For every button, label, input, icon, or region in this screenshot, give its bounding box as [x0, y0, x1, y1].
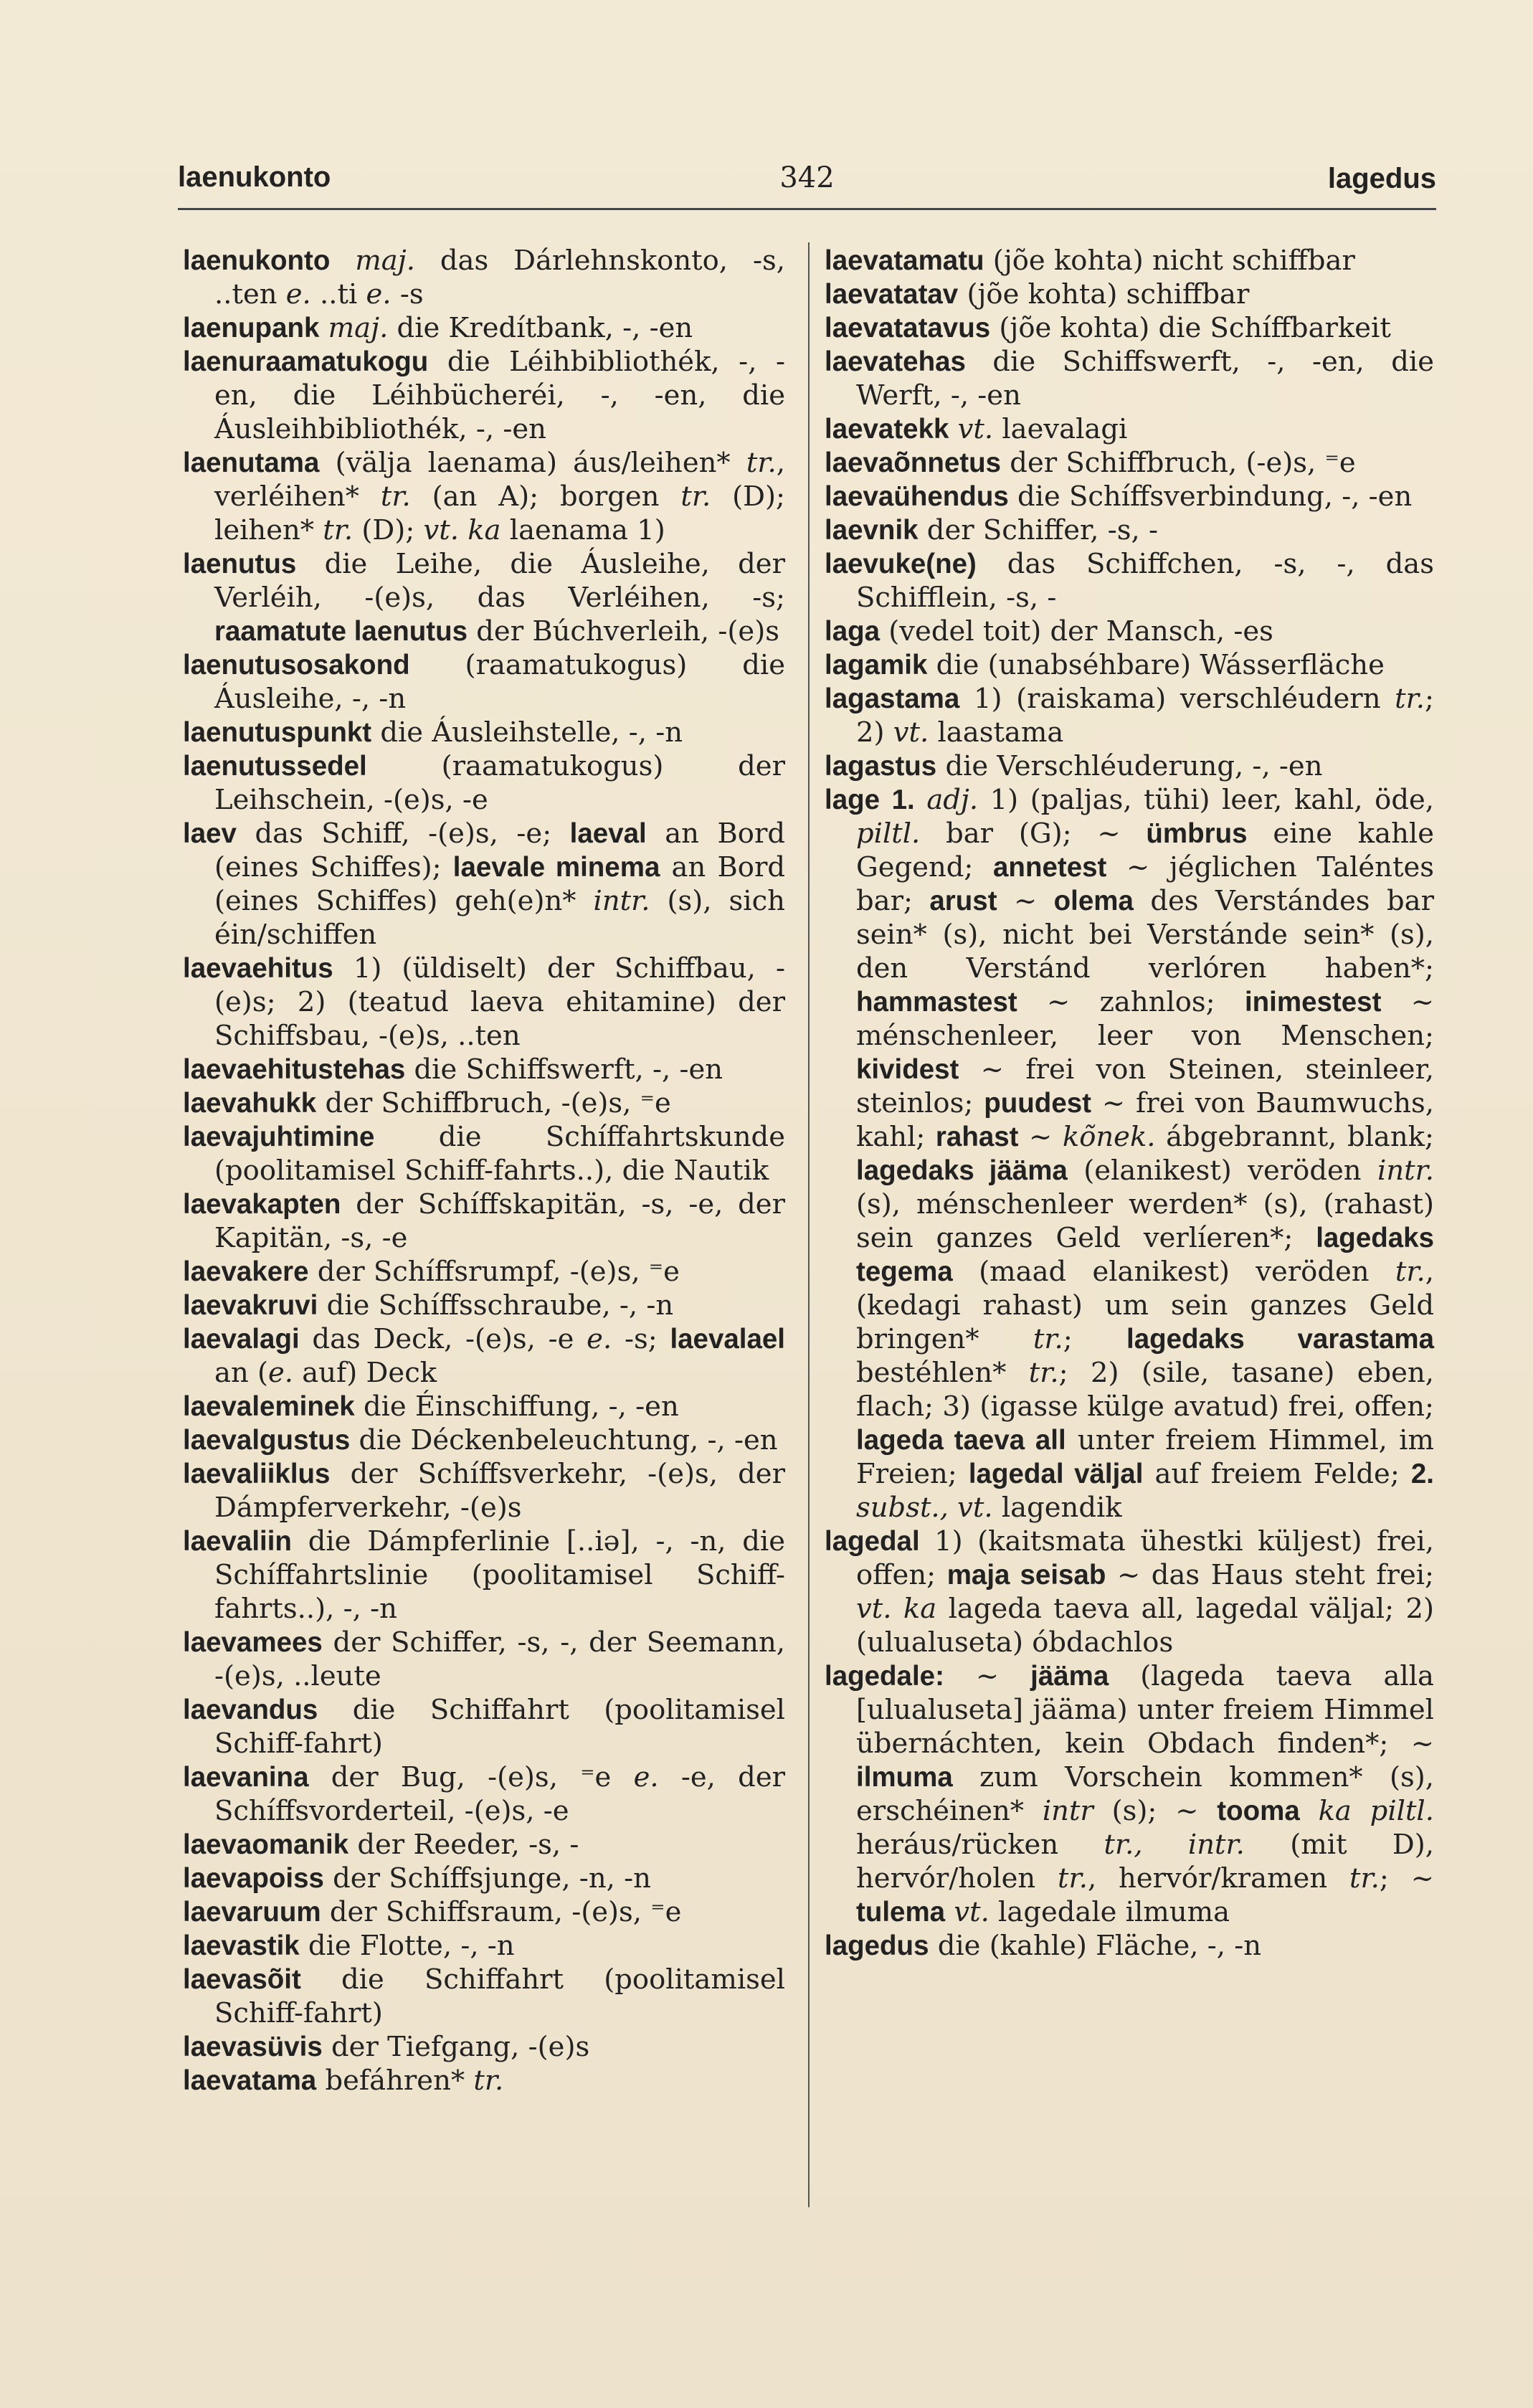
- entry-text: (jõe kohta) schiffbar: [958, 278, 1250, 311]
- italic-label: adj.: [926, 784, 979, 816]
- entry-text: der Reeder, -s, -: [348, 1829, 579, 1861]
- dictionary-entry: [183, 1390, 785, 1423]
- headword: laevaõnnetus: [825, 447, 1002, 478]
- entry-text: ~ ménschenleer, leer von Menschen;: [856, 986, 1434, 1052]
- entry-text: die Schiffahrt (poolitamisel Schiff-fahrt): [214, 1694, 785, 1760]
- italic-label: vt. ka: [423, 514, 501, 546]
- headword: laevajuhtimine: [183, 1122, 375, 1152]
- bold-phrase: lagedaks tegema: [856, 1223, 1434, 1287]
- entry-text: [1300, 1795, 1319, 1827]
- entry-text: das Schiffchen, -s, -, das Schifflein, -s, -: [856, 548, 1434, 614]
- dictionary-entry: [825, 648, 1434, 682]
- entry-text: die Verschléuderung, -, -en: [936, 750, 1323, 782]
- entry-text: (välja laenama) áus/leihen*: [319, 447, 746, 479]
- italic-label: subst., vt.: [856, 1492, 993, 1524]
- italic-label: tr.: [1395, 1256, 1425, 1288]
- italic-label: e.: [587, 1323, 612, 1355]
- dictionary-entry: [183, 547, 785, 648]
- headword: lagedal: [825, 1526, 920, 1557]
- headword: laevuke(ne): [825, 549, 977, 579]
- bold-phrase: lagedaks varastama: [1126, 1324, 1434, 1355]
- bold-phrase: maja seisab: [946, 1560, 1106, 1591]
- entry-text: (jõe kohta) nicht schiffbar: [984, 245, 1355, 277]
- headword: laevakruvi: [183, 1290, 318, 1321]
- headword: laevakere: [183, 1256, 309, 1287]
- entry-text: , hervór/kramen: [1087, 1862, 1349, 1895]
- entry-text: der Schiffer, -s, -: [918, 514, 1158, 546]
- entry-text: ; ~: [1379, 1862, 1434, 1895]
- entry-text: ~ frei von Baumwuchs, kahl;: [856, 1087, 1434, 1153]
- italic-label: e.: [366, 278, 391, 311]
- headword: laga: [825, 616, 881, 647]
- headword: laevasõit: [183, 1964, 301, 1995]
- dictionary-entry: [825, 278, 1434, 311]
- entry-text: die Léihbibliothék, -, -en, die Léihbücheréi, -, -en, die Áusleihbibliothék, -, -en: [214, 346, 785, 445]
- entry-text: ; 2): [856, 683, 1434, 749]
- entry-text: (D);: [353, 514, 424, 546]
- entry-text: die Déckenbeleuchtung, -, -en: [350, 1424, 778, 1456]
- entry-text: (lageda taeva alla [ulualuseta] jääma) unter freiem Himmel übernáchten, kein Obdach finden*; ~: [856, 1660, 1434, 1760]
- bold-phrase: inimestest: [1244, 987, 1382, 1018]
- dictionary-entry: [825, 513, 1434, 547]
- headword: laevasüvis: [183, 2032, 323, 2062]
- entry-text: auf) Deck: [293, 1357, 437, 1389]
- italic-label: vt.: [893, 716, 929, 749]
- right-guide-word: lagedus: [1327, 163, 1436, 194]
- italic-label: piltl.: [856, 817, 921, 850]
- dictionary-entry: [183, 1626, 785, 1693]
- italic-label: tr.: [323, 514, 353, 546]
- dictionary-entry: [183, 749, 785, 817]
- italic-label: e.: [633, 1761, 659, 1793]
- headword: laev: [183, 818, 237, 849]
- header-rule: [178, 208, 1436, 210]
- italic-label: tr.: [680, 480, 711, 513]
- headword: laenutusosakond: [183, 650, 410, 681]
- entry-text: lagendik: [992, 1492, 1122, 1524]
- bold-phrase: tulema: [856, 1897, 946, 1928]
- bold-phrase: laevalael: [670, 1324, 785, 1355]
- italic-label: tr.: [473, 2065, 504, 2097]
- italic-label: tr.: [1349, 1862, 1380, 1895]
- bold-phrase: 2.: [1410, 1459, 1434, 1489]
- bold-phrase: puudest: [984, 1088, 1091, 1119]
- entry-text: die Schiffahrt (poolitamisel Schiff-fahrt): [214, 1963, 785, 2029]
- dictionary-entry: [183, 1322, 785, 1390]
- bold-phrase: lageda taeva all: [856, 1425, 1066, 1456]
- entry-text: 1) (kaitsmata ühestki küljest) frei, offen;: [856, 1525, 1434, 1591]
- bold-phrase: laeval: [569, 818, 647, 849]
- entry-text: laenama 1): [500, 514, 665, 546]
- entry-text: zum Vorschein kommen* (s), erschéinen*: [856, 1761, 1434, 1827]
- entry-text: das Deck, -(e)s, -e: [299, 1323, 587, 1355]
- entry-text: der Schiffer, -s, -, der Seemann, -(e)s, ..leute: [214, 1626, 785, 1692]
- entry-text: der Schiffbruch, -(e)s, ⁼e: [316, 1087, 671, 1119]
- entry-text: (maad elanikest) veröden: [952, 1256, 1395, 1288]
- italic-label: tr., intr.: [1104, 1829, 1245, 1861]
- bold-phrase: arust: [929, 886, 997, 916]
- entry-text: (D); leihen*: [214, 480, 786, 546]
- headword: laevaliiklus: [183, 1459, 331, 1489]
- headword: laevastik: [183, 1930, 300, 1961]
- headword: laevaliin: [183, 1526, 292, 1557]
- entry-text: (jõe kohta) die Schíffbarkeit: [990, 312, 1391, 344]
- headword: lagedale:: [825, 1661, 944, 1692]
- entry-text: das Dárlehnskonto, -s, ..ten: [214, 245, 785, 311]
- page-number: 342: [779, 161, 835, 194]
- headword: laenutus: [183, 549, 297, 579]
- entry-text: die (kahle) Fläche, -, -n: [929, 1930, 1262, 1962]
- entry-text: ~ jéglichen Taléntes bar;: [856, 851, 1434, 917]
- headword: laevaehitus: [183, 953, 333, 984]
- dictionary-entry: [183, 1525, 785, 1626]
- dictionary-entry: [183, 1895, 785, 1929]
- entry-text: das Schiff, -(e)s, -e;: [236, 817, 570, 850]
- bold-phrase: hammastest: [856, 987, 1017, 1018]
- dictionary-entry: [825, 615, 1434, 648]
- entry-text: lageda taeva all, lagedal väljal; 2) (ulualuseta) óbdachlos: [856, 1593, 1434, 1659]
- entry-text: 1) (paljas, tühi) leer, kahl, öde,: [978, 784, 1434, 816]
- entry-text: die Dámpferlinie [..iə], -, -n, die Schíffahrtslinie (poolitamisel Schiff-fahrts..), -, -n: [214, 1525, 785, 1625]
- headword: lage: [825, 785, 881, 815]
- dictionary-entry: [183, 1862, 785, 1895]
- bold-phrase: jääma: [1030, 1661, 1109, 1692]
- entry-text: (s), sich éin/schiffen: [214, 885, 785, 951]
- headword: laenutuspunkt: [183, 717, 372, 748]
- dictionary-entry: [183, 311, 785, 345]
- italic-label: tr.: [1028, 1357, 1059, 1389]
- dictionary-entry: [183, 446, 785, 547]
- headword: laevaruum: [183, 1897, 321, 1928]
- bold-phrase: 1.: [891, 785, 915, 815]
- entry-text: an Bord (eines Schiffes) geh(e)n*: [214, 851, 786, 917]
- entry-text: (raamatukogus) die Áusleihe, -, -n: [214, 649, 785, 715]
- entry-text: die Flotte, -, -n: [299, 1930, 515, 1962]
- italic-label: tr.: [1058, 1862, 1088, 1895]
- dictionary-entry: [825, 1525, 1434, 1659]
- italic-label: tr.: [1395, 683, 1425, 715]
- headword: laevaleminek: [183, 1391, 355, 1422]
- headword: laevahukk: [183, 1088, 317, 1119]
- entry-text: ~ zahnlos;: [1017, 986, 1245, 1018]
- dictionary-entry: [825, 1929, 1434, 1963]
- entry-text: des Verstándes bar sein* (s), nicht bei Verstánde sein* (s), den Verstánd verlóren haben*;: [856, 885, 1434, 985]
- headword: laevatamatu: [825, 245, 984, 276]
- bold-phrase: rahast: [935, 1122, 1019, 1152]
- headword: laevandus: [183, 1694, 318, 1725]
- entry-text: (mit D), hervór/holen: [856, 1829, 1435, 1895]
- headword: laenukonto: [183, 245, 331, 276]
- right-column: [825, 244, 1434, 1963]
- headword: laevanina: [183, 1762, 309, 1793]
- entry-text: die Leihe, die Áusleihe, der Verléih, -(e)s, das Verléihen, -s;: [214, 548, 785, 614]
- entry-text: unter freiem Himmel, im Freien;: [856, 1424, 1434, 1490]
- dictionary-entry: [183, 716, 785, 749]
- italic-label: vt.: [954, 1896, 989, 1928]
- dictionary-entry: [183, 244, 785, 311]
- entry-text: der Schiffbruch, (-e)s, ⁼e: [1001, 447, 1356, 479]
- entry-text: (an A); borgen: [410, 480, 681, 513]
- dictionary-entry: [183, 1423, 785, 1457]
- italic-label: vt. ka: [856, 1593, 937, 1625]
- entry-text: ~: [997, 885, 1054, 917]
- dictionary-entry: [183, 1086, 785, 1120]
- italic-label: tr.: [1033, 1323, 1063, 1355]
- entry-text: ..ti: [310, 278, 366, 311]
- headword: laevaühendus: [825, 481, 1009, 512]
- page-header: [178, 161, 1436, 212]
- entry-text: (elanikest) veröden: [1067, 1155, 1377, 1187]
- entry-text: die Schíffsschraube, -, -n: [318, 1289, 674, 1322]
- headword: laevnik: [825, 515, 919, 546]
- entry-text: [945, 1896, 954, 1928]
- entry-text: der Tiefgang, -(e)s: [322, 2031, 590, 2063]
- entry-text: ~: [1018, 1121, 1063, 1153]
- dictionary-entry: [825, 412, 1434, 446]
- italic-label: maj.: [328, 312, 389, 344]
- dictionary-entry: [183, 1828, 785, 1862]
- dictionary-entry: [825, 446, 1434, 480]
- headword: laevaomanik: [183, 1829, 349, 1860]
- headword: lagamik: [825, 650, 928, 681]
- entry-text: die Áusleihstelle, -, -n: [371, 716, 683, 749]
- entry-text: [330, 245, 355, 277]
- entry-text: die Schíffahrtskunde (poolitamisel Schiff-fahrts..), die Nautik: [214, 1121, 785, 1187]
- headword: laevakapten: [183, 1189, 341, 1220]
- entry-text: an (: [214, 1357, 269, 1389]
- dictionary-entry: [825, 311, 1434, 345]
- headword: laevatatav: [825, 279, 959, 310]
- bold-phrase: tooma: [1217, 1796, 1300, 1826]
- headword: laenutussedel: [183, 751, 367, 782]
- dictionary-entry: [183, 1929, 785, 1963]
- entry-text: ;: [1063, 1323, 1126, 1355]
- bold-phrase: raamatute laenutus: [214, 616, 468, 647]
- dictionary-entry: [183, 2064, 785, 2097]
- entry-text: -e, der Schíffsvorderteil, -(e)s, -e: [214, 1761, 786, 1827]
- entry-text: [949, 413, 957, 445]
- dictionary-entry: [183, 1255, 785, 1289]
- dictionary-entry: [183, 1457, 785, 1525]
- entry-text: die Schiffswerft, -, -en, die Werft, -, -en: [856, 346, 1434, 412]
- entry-text: (s), ménschenleer werden* (s), (rahast) sein ganzes Geld verlíeren*;: [856, 1188, 1434, 1254]
- entry-text: ábgebrannt, blank;: [1155, 1121, 1434, 1153]
- bold-phrase: lagedaks jääma: [856, 1155, 1068, 1186]
- entry-text: 1) (raiskama) verschléudern: [959, 683, 1395, 715]
- dictionary-entry: [183, 1188, 785, 1255]
- dictionary-entry: [825, 345, 1434, 412]
- entry-text: der Schíffsrumpf, -(e)s, ⁼e: [308, 1256, 680, 1288]
- headword: laevatehas: [825, 346, 966, 377]
- headword: laevalagi: [183, 1324, 300, 1355]
- entry-text: die Kredítbank, -, -en: [388, 312, 693, 344]
- bold-phrase: lagedal väljal: [968, 1459, 1144, 1489]
- entry-text: 1) (üldiselt) der Schiffbau, -(e)s; 2) (teatud laeva ehitamine) der Schiffsbau, -(e)s, ..ten: [214, 952, 785, 1052]
- headword: laenupank: [183, 313, 320, 343]
- dictionary-entry: [183, 952, 785, 1053]
- headword: laevamees: [183, 1627, 323, 1658]
- entry-text: auf freiem Felde;: [1143, 1458, 1411, 1490]
- bold-phrase: laevale minema: [452, 852, 660, 883]
- italic-label: tr.: [380, 480, 411, 513]
- entry-text: eine kahle Gegend;: [856, 817, 1434, 883]
- entry-text: (vedel toit) der Mansch, -es: [880, 615, 1273, 648]
- italic-label: ka piltl.: [1318, 1795, 1434, 1827]
- entry-text: laastama: [929, 716, 1064, 749]
- dictionary-entry: [825, 783, 1434, 1525]
- dictionary-entry: [183, 1760, 785, 1828]
- entry-text: der Bug, -(e)s, ⁼e: [308, 1761, 634, 1793]
- headword: laevatama: [183, 2065, 317, 2096]
- entry-text: ; 2) (sile, tasane) eben, flach; 3) (igasse külge avatud) frei, offen;: [856, 1357, 1434, 1423]
- headword: lagastus: [825, 751, 937, 782]
- dictionary-entry: [825, 480, 1434, 513]
- entry-text: (s); ~: [1093, 1795, 1218, 1827]
- italic-label: tr.: [746, 447, 777, 479]
- dictionary-entry: [183, 1053, 785, 1086]
- dictionary-entry: [825, 244, 1434, 278]
- entry-text: laevalagi: [993, 413, 1128, 445]
- entry-text: -s;: [612, 1323, 670, 1355]
- entry-text: heráus/rücken: [856, 1829, 1104, 1861]
- dictionary-entry: [825, 682, 1434, 749]
- dictionary-entry: [183, 2030, 785, 2064]
- entry-text: die Schiffswerft, -, -en: [405, 1053, 723, 1086]
- entry-text: die (unabséhbare) Wásserfläche: [927, 649, 1385, 681]
- headword: laevatatavus: [825, 313, 991, 343]
- dictionary-entry: [183, 1120, 785, 1188]
- headword: laenuraamatukogu: [183, 346, 429, 377]
- headword: laevaehitustehas: [183, 1054, 406, 1085]
- italic-label: intr.: [1377, 1155, 1434, 1187]
- entry-text: die Schíffsverbindung, -, -en: [1008, 480, 1413, 513]
- entry-text: ~: [944, 1660, 1031, 1692]
- headword: laevalgustus: [183, 1425, 351, 1456]
- bold-phrase: olema: [1053, 886, 1134, 916]
- italic-label: maj.: [355, 245, 415, 277]
- entry-text: an Bord (eines Schiffes);: [214, 817, 785, 883]
- entry-text: der Búchverleih, -(e)s: [468, 615, 779, 648]
- bold-phrase: kividest: [856, 1054, 959, 1085]
- dictionary-entry: [825, 749, 1434, 783]
- dictionary-entry: [825, 547, 1434, 615]
- headword: laenutama: [183, 447, 320, 478]
- dictionary-entry: [825, 1659, 1434, 1929]
- dictionary-entry: [183, 1693, 785, 1760]
- entry-text: [880, 784, 892, 816]
- entry-text: der Schíffsjunge, -n, -n: [323, 1862, 651, 1895]
- bold-phrase: ilmuma: [856, 1762, 953, 1793]
- entry-text: [915, 784, 927, 816]
- column-divider: [808, 242, 810, 2207]
- headword: laevapoiss: [183, 1863, 324, 1894]
- entry-text: bestéhlen*: [856, 1357, 1029, 1389]
- italic-label: vt.: [957, 413, 994, 445]
- entry-text: [319, 312, 328, 344]
- entry-text: (raamatukogus) der Leihschein, -(e)s, -e: [214, 750, 785, 816]
- italic-label: intr: [1042, 1795, 1093, 1827]
- left-column: [183, 244, 785, 2097]
- headword: lagedus: [825, 1930, 929, 1961]
- entry-text: , verléihen*: [214, 447, 785, 513]
- entry-text: der Schíffsverkehr, -(e)s, der Dámpferverkehr, -(e)s: [214, 1458, 785, 1524]
- italic-label: e.: [268, 1357, 294, 1389]
- bold-phrase: annetest: [993, 852, 1107, 883]
- entry-text: befáhren*: [316, 2065, 474, 2097]
- left-guide-word: laenukonto: [178, 161, 331, 193]
- entry-text: die Éinschiffung, -, -en: [354, 1390, 679, 1423]
- italic-label: intr.: [593, 885, 650, 917]
- entry-text: lagedale ilmuma: [989, 1896, 1230, 1928]
- headword: laevatekk: [825, 414, 949, 445]
- dictionary-entry: [183, 1289, 785, 1322]
- italic-label: e.: [285, 278, 311, 311]
- entry-text: ~ frei von Steinen, steinleer, steinlos;: [856, 1053, 1434, 1119]
- dictionary-entry: [183, 648, 785, 716]
- entry-text: -s: [391, 278, 424, 311]
- dictionary-entry: [183, 1963, 785, 2030]
- entry-text: der Schiffsraum, -(e)s, ⁼e: [321, 1896, 682, 1928]
- entry-text: der Schíffskapitän, -s, -e, der Kapitän, -s, -e: [214, 1188, 785, 1254]
- entry-text: ~ das Haus steht frei;: [1106, 1559, 1435, 1591]
- dictionary-entry: [183, 345, 785, 446]
- dictionary-entry: [183, 817, 785, 952]
- bold-phrase: ümbrus: [1146, 818, 1248, 849]
- italic-label: kõnek.: [1062, 1121, 1156, 1153]
- entry-text: bar (G); ~: [920, 817, 1147, 850]
- headword: lagastama: [825, 683, 960, 714]
- entry-text: , (kedagi rahast) um sein ganzes Geld bringen*: [856, 1256, 1434, 1355]
